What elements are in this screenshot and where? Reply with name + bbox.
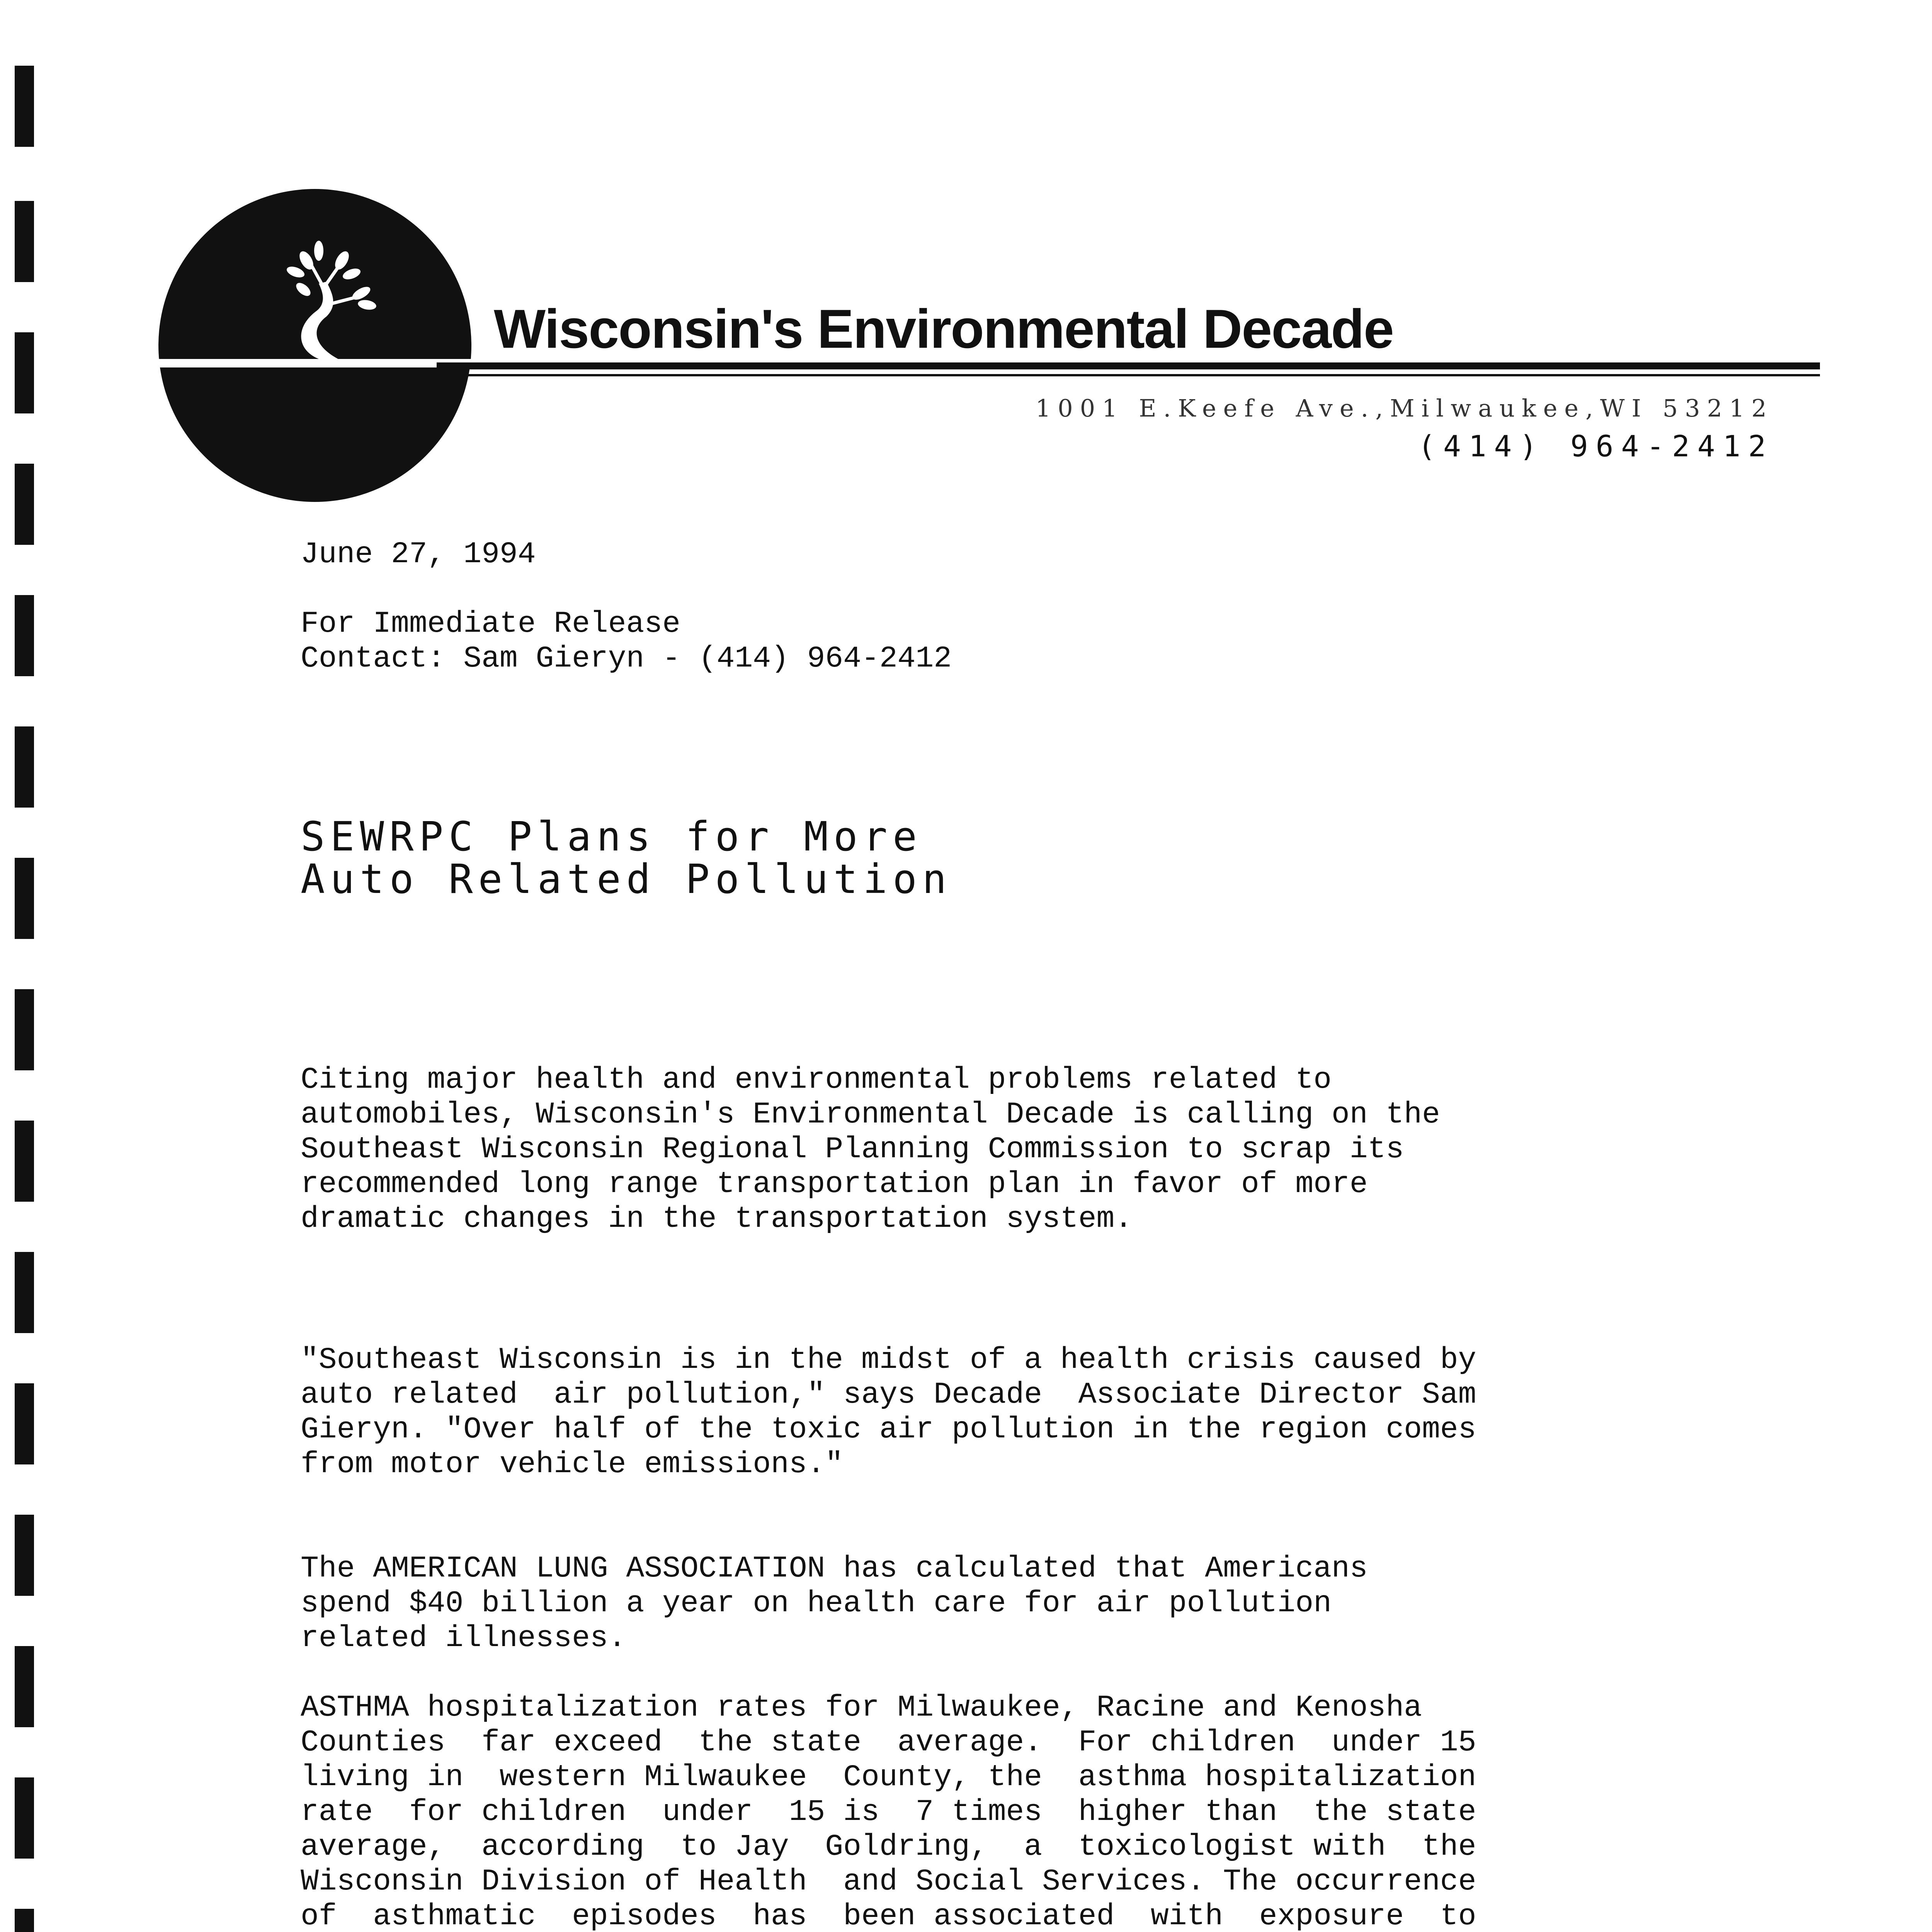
organization-address: 1001 E.Keefe Ave.,Milwaukee,WI 53212: [1035, 394, 1774, 422]
binder-mark: [15, 464, 34, 545]
headline-line: Auto Related Pollution: [301, 855, 952, 903]
text-line: Citing major health and environmental problems related to: [301, 1063, 1332, 1097]
text-line: recommended long range transportation plan in favor of more: [301, 1167, 1368, 1201]
text-line: from motor vehicle emissions.": [301, 1447, 844, 1481]
binder-mark: [15, 1777, 34, 1859]
body-paragraph: [301, 1063, 1676, 1236]
binder-mark: [15, 858, 34, 939]
text-line: Southeast Wisconsin Regional Planning Commission to scrap its: [301, 1133, 1404, 1167]
headline: [301, 813, 952, 903]
text-line: Wisconsin Division of Health and Social Services. The occurrence: [301, 1865, 1476, 1899]
binder-mark: [15, 1909, 34, 1932]
text-line: Counties far exceed the state average. For children under 15: [301, 1726, 1476, 1760]
binder-mark: [15, 1515, 34, 1596]
binder-mark: [15, 66, 34, 147]
release-label: For Immediate Release: [301, 607, 680, 641]
binder-mark: [15, 1121, 34, 1202]
organization-phone: (414) 964-2412: [1418, 429, 1774, 463]
text-line: of asthmatic episodes has been associated with exposure to: [301, 1900, 1476, 1932]
binder-mark: [15, 201, 34, 282]
binder-mark: [15, 1646, 34, 1727]
text-line: living in western Milwaukee County, the asthma hospitalization: [301, 1760, 1476, 1794]
letterhead-rule-thin: [437, 374, 1820, 376]
letterhead-rule: [437, 362, 1820, 369]
text-line: ASTHMA hospitalization rates for Milwaukee, Racine and Kenosha: [301, 1691, 1422, 1725]
organization-name: Wisconsin's Environmental Decade: [494, 298, 1393, 360]
text-line: auto related air pollution," says Decade Associate Director Sam: [301, 1378, 1476, 1412]
text-line: "Southeast Wisconsin is in the midst of a health crisis caused by: [301, 1343, 1476, 1377]
text-line: dramatic changes in the transportation system.: [301, 1202, 1133, 1236]
release-contact: Contact: Sam Gieryn - (414) 964-2412: [301, 642, 952, 676]
headline-line: SEWRPC Plans for More: [301, 813, 922, 860]
text-line: spend $40 billion a year on health care for air pollution: [301, 1587, 1332, 1621]
binder-mark: [15, 1252, 34, 1333]
binder-mark: [15, 1383, 34, 1464]
text-line: automobiles, Wisconsin's Environmental Decade is calling on the: [301, 1098, 1440, 1132]
binder-mark: [15, 332, 34, 413]
binder-mark: [15, 595, 34, 676]
text-line: rate for children under 15 is 7 times higher than the state: [301, 1795, 1476, 1829]
text-line: average, according to Jay Goldring, a toxicologist with the: [301, 1830, 1476, 1864]
body-paragraph: [301, 1690, 1676, 1932]
text-line: Gieryn. "Over half of the toxic air pollution in the region comes: [301, 1413, 1476, 1447]
text-line: The AMERICAN LUNG ASSOCIATION has calculated that Americans: [301, 1552, 1368, 1586]
tree-in-circle-logo: [156, 187, 473, 504]
body-paragraph: [301, 1551, 1676, 1656]
text-line: related illnesses.: [301, 1621, 626, 1655]
body-paragraph: [301, 1343, 1676, 1482]
binder-mark: [15, 726, 34, 808]
binder-mark: [15, 989, 34, 1070]
release-date: June 27, 1994: [301, 537, 536, 571]
